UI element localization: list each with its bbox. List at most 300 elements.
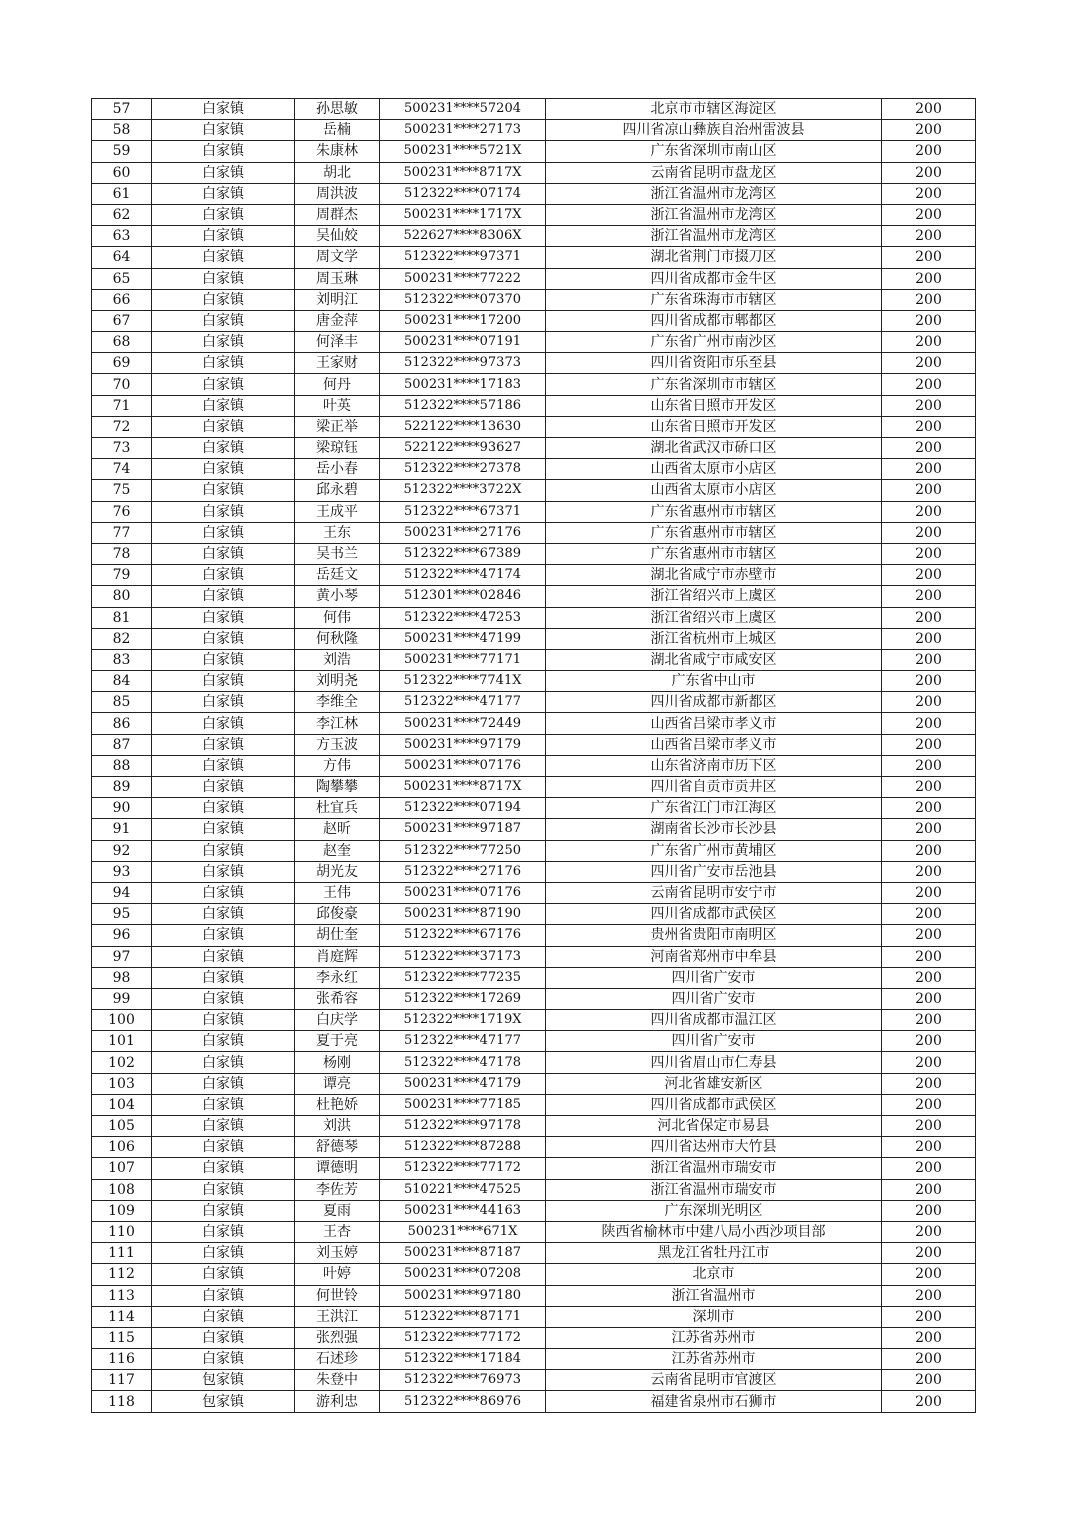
id-number-cell: 500231****07176 bbox=[380, 882, 546, 903]
amount-cell: 200 bbox=[882, 310, 976, 331]
name-cell: 黄小琴 bbox=[295, 586, 380, 607]
name-cell: 胡仕奎 bbox=[295, 925, 380, 946]
name-cell: 何世铃 bbox=[295, 1285, 380, 1306]
work-location-cell: 四川省自贡市贡井区 bbox=[546, 777, 882, 798]
work-location-cell: 浙江省温州市龙湾区 bbox=[546, 204, 882, 225]
town-cell: 包家镇 bbox=[152, 1370, 295, 1391]
row-number-cell: 106 bbox=[92, 1137, 152, 1158]
row-number-cell: 60 bbox=[92, 162, 152, 183]
work-location-cell: 北京市市辖区海淀区 bbox=[546, 99, 882, 120]
amount-cell: 200 bbox=[882, 1349, 976, 1370]
town-cell: 白家镇 bbox=[152, 1306, 295, 1327]
town-cell: 白家镇 bbox=[152, 480, 295, 501]
work-location-cell: 浙江省温州市 bbox=[546, 1285, 882, 1306]
id-number-cell: 500231****97180 bbox=[380, 1285, 546, 1306]
amount-cell: 200 bbox=[882, 141, 976, 162]
town-cell: 白家镇 bbox=[152, 967, 295, 988]
name-cell: 石述珍 bbox=[295, 1349, 380, 1370]
amount-cell: 200 bbox=[882, 819, 976, 840]
id-number-cell: 500231****47199 bbox=[380, 628, 546, 649]
work-location-cell: 贵州省贵阳市南明区 bbox=[546, 925, 882, 946]
id-number-cell: 512322****77172 bbox=[380, 1327, 546, 1348]
town-cell: 白家镇 bbox=[152, 141, 295, 162]
row-number-cell: 97 bbox=[92, 946, 152, 967]
work-location-cell: 四川省广安市岳池县 bbox=[546, 861, 882, 882]
name-cell: 周玉琳 bbox=[295, 268, 380, 289]
name-cell: 王东 bbox=[295, 522, 380, 543]
id-number-cell: 512322****67176 bbox=[380, 925, 546, 946]
row-number-cell: 117 bbox=[92, 1370, 152, 1391]
name-cell: 周群杰 bbox=[295, 204, 380, 225]
id-number-cell: 500231****27173 bbox=[380, 120, 546, 141]
row-number-cell: 92 bbox=[92, 840, 152, 861]
row-number-cell: 110 bbox=[92, 1221, 152, 1242]
table-row bbox=[92, 1243, 976, 1264]
town-cell: 白家镇 bbox=[152, 204, 295, 225]
row-number-cell: 105 bbox=[92, 1116, 152, 1137]
amount-cell: 200 bbox=[882, 543, 976, 564]
work-location-cell: 广东省深圳市市辖区 bbox=[546, 374, 882, 395]
row-number-cell: 74 bbox=[92, 459, 152, 480]
row-number-cell: 82 bbox=[92, 628, 152, 649]
name-cell: 岳楠 bbox=[295, 120, 380, 141]
name-cell: 王杏 bbox=[295, 1221, 380, 1242]
work-location-cell: 四川省广安市 bbox=[546, 988, 882, 1009]
amount-cell: 200 bbox=[882, 99, 976, 120]
id-number-cell: 512322****47178 bbox=[380, 1052, 546, 1073]
row-number-cell: 118 bbox=[92, 1391, 152, 1412]
amount-cell: 200 bbox=[882, 374, 976, 395]
name-cell: 夏于亮 bbox=[295, 1031, 380, 1052]
town-cell: 白家镇 bbox=[152, 628, 295, 649]
name-cell: 叶婷 bbox=[295, 1264, 380, 1285]
row-number-cell: 112 bbox=[92, 1264, 152, 1285]
id-number-cell: 500231****97179 bbox=[380, 734, 546, 755]
name-cell: 朱康林 bbox=[295, 141, 380, 162]
name-cell: 何丹 bbox=[295, 374, 380, 395]
table-row bbox=[92, 925, 976, 946]
id-number-cell: 512322****77250 bbox=[380, 840, 546, 861]
name-cell: 孙思敏 bbox=[295, 99, 380, 120]
work-location-cell: 广东深圳光明区 bbox=[546, 1200, 882, 1221]
table-row bbox=[92, 438, 976, 459]
amount-cell: 200 bbox=[882, 1391, 976, 1412]
name-cell: 岳廷文 bbox=[295, 565, 380, 586]
table-row bbox=[92, 1264, 976, 1285]
id-number-cell: 512322****07174 bbox=[380, 183, 546, 204]
work-location-cell: 浙江省温州市龙湾区 bbox=[546, 183, 882, 204]
table-row bbox=[92, 247, 976, 268]
name-cell: 李维全 bbox=[295, 692, 380, 713]
table-row bbox=[92, 289, 976, 310]
id-number-cell: 522122****93627 bbox=[380, 438, 546, 459]
work-location-cell: 四川省成都市温江区 bbox=[546, 1010, 882, 1031]
town-cell: 白家镇 bbox=[152, 459, 295, 480]
amount-cell: 200 bbox=[882, 1137, 976, 1158]
amount-cell: 200 bbox=[882, 671, 976, 692]
work-location-cell: 四川省成都市新都区 bbox=[546, 692, 882, 713]
id-number-cell: 512322****67371 bbox=[380, 501, 546, 522]
name-cell: 李永红 bbox=[295, 967, 380, 988]
name-cell: 吴书兰 bbox=[295, 543, 380, 564]
amount-cell: 200 bbox=[882, 565, 976, 586]
amount-cell: 200 bbox=[882, 522, 976, 543]
id-number-cell: 512322****57186 bbox=[380, 395, 546, 416]
id-number-cell: 500231****07191 bbox=[380, 332, 546, 353]
table-row bbox=[92, 1094, 976, 1115]
id-number-cell: 512322****47177 bbox=[380, 1031, 546, 1052]
table-row bbox=[92, 671, 976, 692]
table-row bbox=[92, 755, 976, 776]
table-row bbox=[92, 1391, 976, 1412]
name-cell: 胡北 bbox=[295, 162, 380, 183]
data-table bbox=[91, 98, 976, 1413]
table-row bbox=[92, 480, 976, 501]
table-row bbox=[92, 798, 976, 819]
id-number-cell: 512322****3722X bbox=[380, 480, 546, 501]
table-row bbox=[92, 1306, 976, 1327]
name-cell: 李江林 bbox=[295, 713, 380, 734]
work-location-cell: 四川省成都市武侯区 bbox=[546, 1094, 882, 1115]
table-row bbox=[92, 1327, 976, 1348]
town-cell: 白家镇 bbox=[152, 565, 295, 586]
row-number-cell: 71 bbox=[92, 395, 152, 416]
id-number-cell: 512322****97373 bbox=[380, 353, 546, 374]
amount-cell: 200 bbox=[882, 162, 976, 183]
row-number-cell: 116 bbox=[92, 1349, 152, 1370]
name-cell: 何泽丰 bbox=[295, 332, 380, 353]
amount-cell: 200 bbox=[882, 1158, 976, 1179]
row-number-cell: 98 bbox=[92, 967, 152, 988]
amount-cell: 200 bbox=[882, 967, 976, 988]
row-number-cell: 75 bbox=[92, 480, 152, 501]
name-cell: 李佐芳 bbox=[295, 1179, 380, 1200]
table-row bbox=[92, 543, 976, 564]
id-number-cell: 500231****44163 bbox=[380, 1200, 546, 1221]
table-row bbox=[92, 268, 976, 289]
name-cell: 游利忠 bbox=[295, 1391, 380, 1412]
work-location-cell: 广东省惠州市市辖区 bbox=[546, 522, 882, 543]
row-number-cell: 87 bbox=[92, 734, 152, 755]
table-row bbox=[92, 310, 976, 331]
table-row bbox=[92, 882, 976, 903]
name-cell: 张希容 bbox=[295, 988, 380, 1009]
work-location-cell: 浙江省绍兴市上虞区 bbox=[546, 607, 882, 628]
name-cell: 方伟 bbox=[295, 755, 380, 776]
table-row bbox=[92, 1010, 976, 1031]
work-location-cell: 广东省广州市黄埔区 bbox=[546, 840, 882, 861]
town-cell: 白家镇 bbox=[152, 1158, 295, 1179]
town-cell: 白家镇 bbox=[152, 946, 295, 967]
town-cell: 白家镇 bbox=[152, 755, 295, 776]
name-cell: 何秋隆 bbox=[295, 628, 380, 649]
table-row bbox=[92, 395, 976, 416]
town-cell: 白家镇 bbox=[152, 777, 295, 798]
table-row bbox=[92, 374, 976, 395]
amount-cell: 200 bbox=[882, 861, 976, 882]
row-number-cell: 90 bbox=[92, 798, 152, 819]
id-number-cell: 512301****02846 bbox=[380, 586, 546, 607]
table-row bbox=[92, 861, 976, 882]
table-row bbox=[92, 1349, 976, 1370]
town-cell: 白家镇 bbox=[152, 819, 295, 840]
amount-cell: 200 bbox=[882, 925, 976, 946]
town-cell: 白家镇 bbox=[152, 904, 295, 925]
name-cell: 杨刚 bbox=[295, 1052, 380, 1073]
amount-cell: 200 bbox=[882, 1327, 976, 1348]
name-cell: 邱永碧 bbox=[295, 480, 380, 501]
id-number-cell: 512322****77172 bbox=[380, 1158, 546, 1179]
id-number-cell: 512322****97178 bbox=[380, 1116, 546, 1137]
work-location-cell: 浙江省温州市瑞安市 bbox=[546, 1158, 882, 1179]
work-location-cell: 江苏省苏州市 bbox=[546, 1349, 882, 1370]
table-row bbox=[92, 353, 976, 374]
table-row bbox=[92, 141, 976, 162]
row-number-cell: 108 bbox=[92, 1179, 152, 1200]
id-number-cell: 500231****27176 bbox=[380, 522, 546, 543]
id-number-cell: 500231****1717X bbox=[380, 204, 546, 225]
work-location-cell: 云南省昆明市安宁市 bbox=[546, 882, 882, 903]
work-location-cell: 山西省太原市小店区 bbox=[546, 480, 882, 501]
work-location-cell: 四川省眉山市仁寿县 bbox=[546, 1052, 882, 1073]
work-location-cell: 河北省保定市易县 bbox=[546, 1116, 882, 1137]
id-number-cell: 512322****87288 bbox=[380, 1137, 546, 1158]
table-row bbox=[92, 99, 976, 120]
name-cell: 梁正举 bbox=[295, 416, 380, 437]
town-cell: 白家镇 bbox=[152, 988, 295, 1009]
town-cell: 白家镇 bbox=[152, 861, 295, 882]
row-number-cell: 61 bbox=[92, 183, 152, 204]
amount-cell: 200 bbox=[882, 1306, 976, 1327]
id-number-cell: 512322****47253 bbox=[380, 607, 546, 628]
amount-cell: 200 bbox=[882, 1285, 976, 1306]
town-cell: 白家镇 bbox=[152, 353, 295, 374]
row-number-cell: 64 bbox=[92, 247, 152, 268]
name-cell: 赵昕 bbox=[295, 819, 380, 840]
town-cell: 白家镇 bbox=[152, 692, 295, 713]
work-location-cell: 浙江省温州市瑞安市 bbox=[546, 1179, 882, 1200]
amount-cell: 200 bbox=[882, 332, 976, 353]
row-number-cell: 59 bbox=[92, 141, 152, 162]
table-row bbox=[92, 904, 976, 925]
row-number-cell: 94 bbox=[92, 882, 152, 903]
id-number-cell: 522627****8306X bbox=[380, 226, 546, 247]
name-cell: 刘浩 bbox=[295, 649, 380, 670]
table-row bbox=[92, 1073, 976, 1094]
id-number-cell: 500231****77222 bbox=[380, 268, 546, 289]
table-row bbox=[92, 416, 976, 437]
name-cell: 夏雨 bbox=[295, 1200, 380, 1221]
amount-cell: 200 bbox=[882, 692, 976, 713]
work-location-cell: 四川省凉山彝族自治州雷波县 bbox=[546, 120, 882, 141]
amount-cell: 200 bbox=[882, 1221, 976, 1242]
town-cell: 白家镇 bbox=[152, 183, 295, 204]
name-cell: 刘洪 bbox=[295, 1116, 380, 1137]
name-cell: 方玉波 bbox=[295, 734, 380, 755]
id-number-cell: 512322****47174 bbox=[380, 565, 546, 586]
amount-cell: 200 bbox=[882, 204, 976, 225]
work-location-cell: 云南省昆明市官渡区 bbox=[546, 1370, 882, 1391]
id-number-cell: 510221****47525 bbox=[380, 1179, 546, 1200]
id-number-cell: 500231****17200 bbox=[380, 310, 546, 331]
work-location-cell: 四川省资阳市乐至县 bbox=[546, 353, 882, 374]
name-cell: 何伟 bbox=[295, 607, 380, 628]
work-location-cell: 湖北省武汉市硚口区 bbox=[546, 438, 882, 459]
row-number-cell: 63 bbox=[92, 226, 152, 247]
amount-cell: 200 bbox=[882, 1073, 976, 1094]
table-row bbox=[92, 162, 976, 183]
town-cell: 白家镇 bbox=[152, 1073, 295, 1094]
work-location-cell: 云南省昆明市盘龙区 bbox=[546, 162, 882, 183]
id-number-cell: 512322****86976 bbox=[380, 1391, 546, 1412]
table-row bbox=[92, 1031, 976, 1052]
table-row bbox=[92, 120, 976, 141]
amount-cell: 200 bbox=[882, 1052, 976, 1073]
table-row bbox=[92, 734, 976, 755]
row-number-cell: 77 bbox=[92, 522, 152, 543]
name-cell: 叶英 bbox=[295, 395, 380, 416]
table-row bbox=[92, 204, 976, 225]
work-location-cell: 广东省惠州市市辖区 bbox=[546, 543, 882, 564]
amount-cell: 200 bbox=[882, 1116, 976, 1137]
work-location-cell: 山东省济南市历下区 bbox=[546, 755, 882, 776]
amount-cell: 200 bbox=[882, 353, 976, 374]
town-cell: 白家镇 bbox=[152, 586, 295, 607]
row-number-cell: 102 bbox=[92, 1052, 152, 1073]
town-cell: 白家镇 bbox=[152, 1116, 295, 1137]
id-number-cell: 500231****17183 bbox=[380, 374, 546, 395]
work-location-cell: 山西省吕梁市孝义市 bbox=[546, 734, 882, 755]
name-cell: 刘明江 bbox=[295, 289, 380, 310]
table-row bbox=[92, 586, 976, 607]
work-location-cell: 深圳市 bbox=[546, 1306, 882, 1327]
name-cell: 杜宜兵 bbox=[295, 798, 380, 819]
work-location-cell: 山东省日照市开发区 bbox=[546, 395, 882, 416]
row-number-cell: 104 bbox=[92, 1094, 152, 1115]
work-location-cell: 陕西省榆林市中建八局小西沙项目部 bbox=[546, 1221, 882, 1242]
town-cell: 白家镇 bbox=[152, 310, 295, 331]
table-row bbox=[92, 1052, 976, 1073]
table-row bbox=[92, 692, 976, 713]
id-number-cell: 512322****7741X bbox=[380, 671, 546, 692]
table-row bbox=[92, 226, 976, 247]
amount-cell: 200 bbox=[882, 777, 976, 798]
id-number-cell: 500231****5721X bbox=[380, 141, 546, 162]
row-number-cell: 73 bbox=[92, 438, 152, 459]
id-number-cell: 512322****76973 bbox=[380, 1370, 546, 1391]
row-number-cell: 95 bbox=[92, 904, 152, 925]
town-cell: 白家镇 bbox=[152, 734, 295, 755]
table-row bbox=[92, 1179, 976, 1200]
name-cell: 周洪波 bbox=[295, 183, 380, 204]
name-cell: 白庆学 bbox=[295, 1010, 380, 1031]
row-number-cell: 70 bbox=[92, 374, 152, 395]
amount-cell: 200 bbox=[882, 1031, 976, 1052]
town-cell: 白家镇 bbox=[152, 1094, 295, 1115]
row-number-cell: 89 bbox=[92, 777, 152, 798]
row-number-cell: 111 bbox=[92, 1243, 152, 1264]
town-cell: 白家镇 bbox=[152, 1052, 295, 1073]
table-body bbox=[92, 99, 976, 1413]
id-number-cell: 500231****57204 bbox=[380, 99, 546, 120]
name-cell: 刘玉婷 bbox=[295, 1243, 380, 1264]
town-cell: 白家镇 bbox=[152, 99, 295, 120]
name-cell: 王伟 bbox=[295, 882, 380, 903]
name-cell: 赵奎 bbox=[295, 840, 380, 861]
town-cell: 白家镇 bbox=[152, 798, 295, 819]
row-number-cell: 100 bbox=[92, 1010, 152, 1031]
work-location-cell: 黑龙江省牡丹江市 bbox=[546, 1243, 882, 1264]
amount-cell: 200 bbox=[882, 395, 976, 416]
row-number-cell: 101 bbox=[92, 1031, 152, 1052]
id-number-cell: 512322****1719X bbox=[380, 1010, 546, 1031]
amount-cell: 200 bbox=[882, 120, 976, 141]
work-location-cell: 四川省达州市大竹县 bbox=[546, 1137, 882, 1158]
amount-cell: 200 bbox=[882, 946, 976, 967]
town-cell: 白家镇 bbox=[152, 543, 295, 564]
town-cell: 白家镇 bbox=[152, 1327, 295, 1348]
amount-cell: 200 bbox=[882, 289, 976, 310]
amount-cell: 200 bbox=[882, 268, 976, 289]
table-row bbox=[92, 628, 976, 649]
town-cell: 白家镇 bbox=[152, 607, 295, 628]
row-number-cell: 107 bbox=[92, 1158, 152, 1179]
town-cell: 白家镇 bbox=[152, 882, 295, 903]
town-cell: 白家镇 bbox=[152, 1221, 295, 1242]
name-cell: 岳小春 bbox=[295, 459, 380, 480]
name-cell: 王成平 bbox=[295, 501, 380, 522]
table-row bbox=[92, 183, 976, 204]
table-row bbox=[92, 1137, 976, 1158]
row-number-cell: 67 bbox=[92, 310, 152, 331]
id-number-cell: 512322****47177 bbox=[380, 692, 546, 713]
table-row bbox=[92, 1116, 976, 1137]
id-number-cell: 512322****37173 bbox=[380, 946, 546, 967]
table-row bbox=[92, 1370, 976, 1391]
amount-cell: 200 bbox=[882, 501, 976, 522]
town-cell: 白家镇 bbox=[152, 840, 295, 861]
work-location-cell: 河北省雄安新区 bbox=[546, 1073, 882, 1094]
amount-cell: 200 bbox=[882, 607, 976, 628]
table-row bbox=[92, 459, 976, 480]
work-location-cell: 广东省惠州市市辖区 bbox=[546, 501, 882, 522]
town-cell: 白家镇 bbox=[152, 438, 295, 459]
amount-cell: 200 bbox=[882, 247, 976, 268]
id-number-cell: 512322****07194 bbox=[380, 798, 546, 819]
amount-cell: 200 bbox=[882, 1243, 976, 1264]
id-number-cell: 512322****77235 bbox=[380, 967, 546, 988]
id-number-cell: 512322****67389 bbox=[380, 543, 546, 564]
row-number-cell: 76 bbox=[92, 501, 152, 522]
name-cell: 胡光友 bbox=[295, 861, 380, 882]
id-number-cell: 500231****07208 bbox=[380, 1264, 546, 1285]
work-location-cell: 浙江省杭州市上城区 bbox=[546, 628, 882, 649]
amount-cell: 200 bbox=[882, 459, 976, 480]
amount-cell: 200 bbox=[882, 183, 976, 204]
row-number-cell: 86 bbox=[92, 713, 152, 734]
id-number-cell: 512322****87171 bbox=[380, 1306, 546, 1327]
name-cell: 吴仙姣 bbox=[295, 226, 380, 247]
row-number-cell: 88 bbox=[92, 755, 152, 776]
amount-cell: 200 bbox=[882, 438, 976, 459]
town-cell: 白家镇 bbox=[152, 1200, 295, 1221]
row-number-cell: 57 bbox=[92, 99, 152, 120]
table-row bbox=[92, 967, 976, 988]
id-number-cell: 500231****8717X bbox=[380, 777, 546, 798]
amount-cell: 200 bbox=[882, 1200, 976, 1221]
amount-cell: 200 bbox=[882, 1370, 976, 1391]
name-cell: 唐金萍 bbox=[295, 310, 380, 331]
